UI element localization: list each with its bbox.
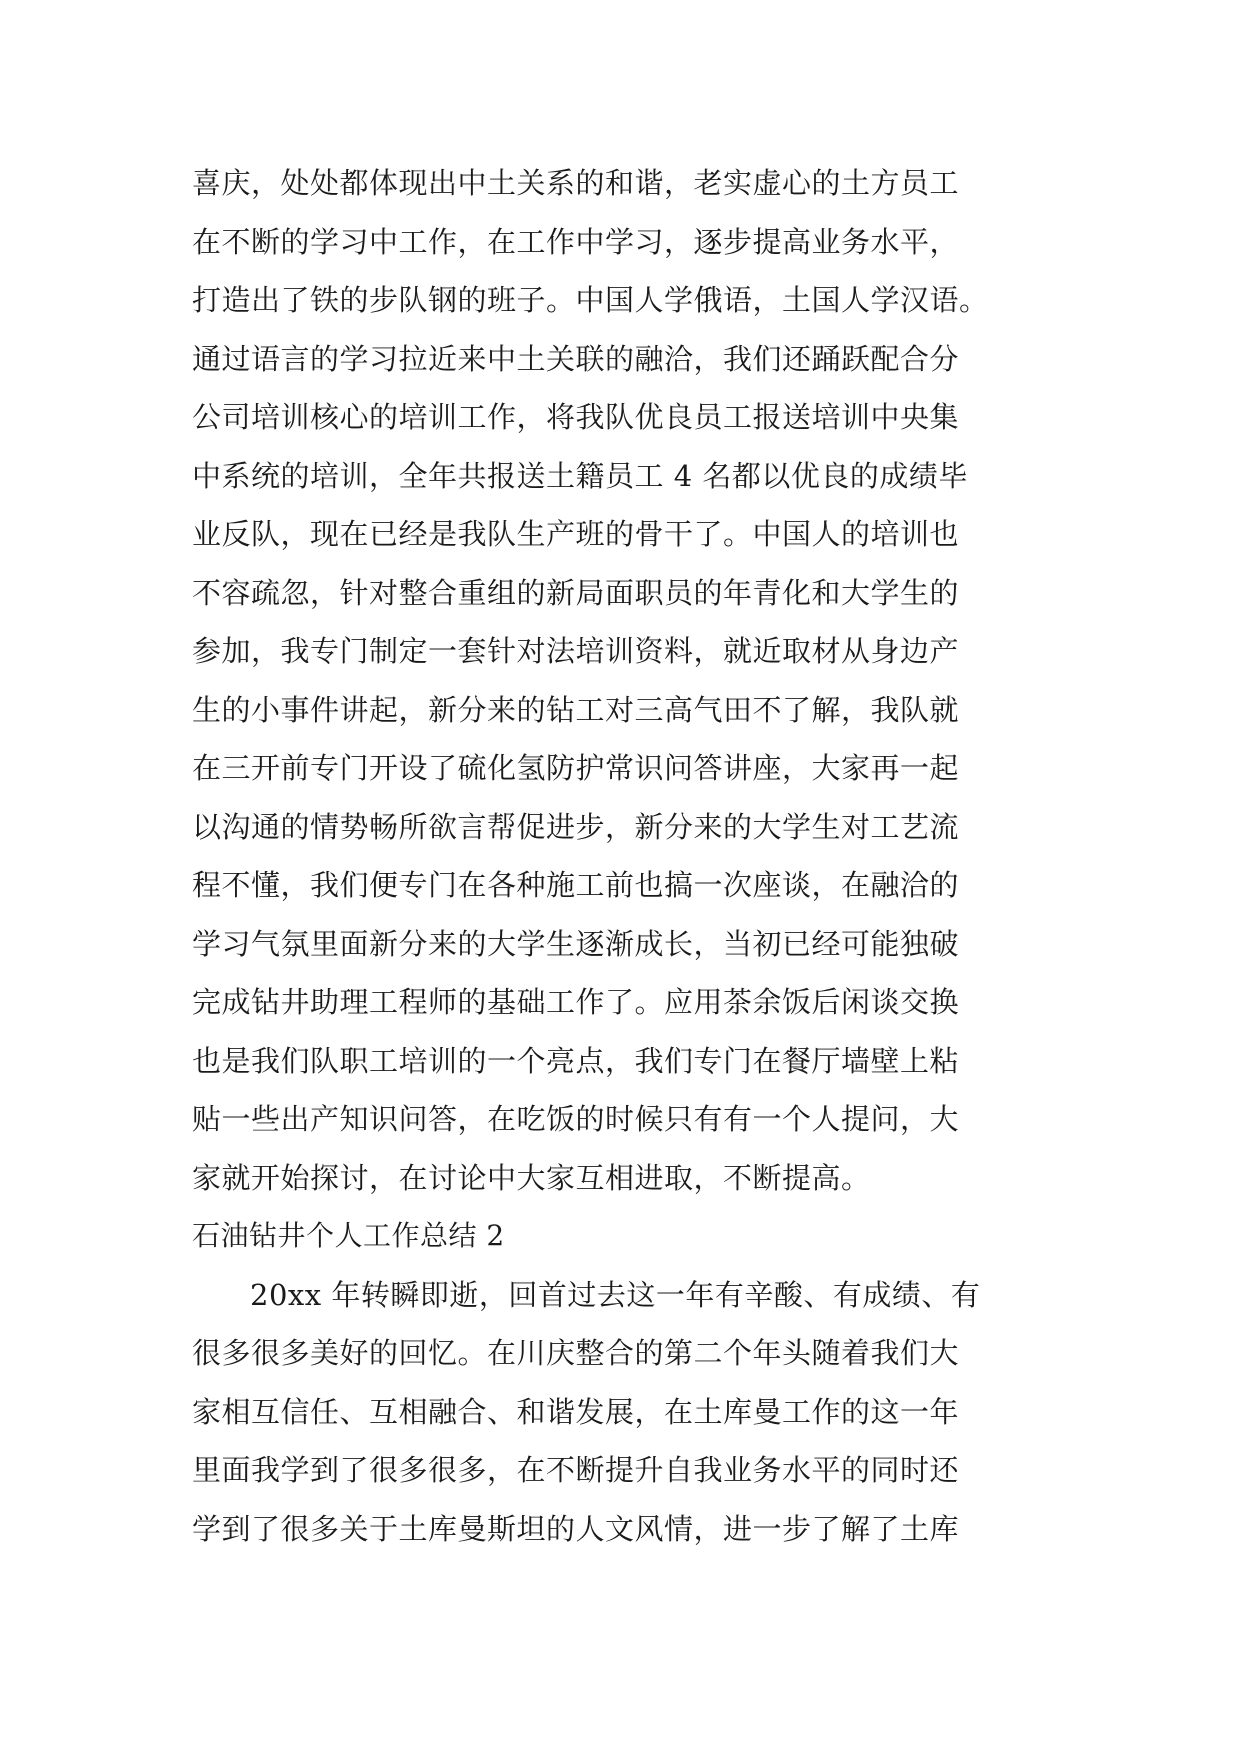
paragraph-line: 也是我们队职工培训的一个亮点，我们专门在餐厅墙壁上粘 (192, 1043, 960, 1078)
paragraph-line: 生的小事件讲起，新分来的钻工对三高气田不了解，我队就 (192, 692, 960, 727)
paragraph-line: 完成钻井助理工程师的基础工作了。应用茶余饭后闲谈交换 (192, 985, 960, 1019)
paragraph-line: 家就开始探讨，在讨论中大家互相进取，不断提高。 (192, 1160, 871, 1195)
paragraph-line: 参加，我专门制定一套针对法培训资料，就近取材从身边产 (192, 634, 960, 668)
paragraph-line: 公司培训核心的培训工作，将我队优良员工报送培训中央集 (192, 400, 960, 434)
paragraph-line: 不容疏忽，针对整合重组的新局面职员的年青化和大学生的 (192, 575, 960, 610)
paragraph-line: 里面我学到了很多很多，在不断提升自我业务水平的同时还 (192, 1453, 960, 1487)
paragraph-line: 以沟通的情势畅所欲言帮促进步，新分来的大学生对工艺流 (192, 809, 960, 844)
paragraph-line: 家相互信任、互相融合、和谐发展，在土库曼工作的这一年 (192, 1394, 960, 1429)
paragraph-line: 20xx 年转瞬即逝，回首过去这一年有辛酸、有成绩、有 (250, 1277, 981, 1312)
paragraph-line: 程不懂，我们便专门在各种施工前也搞一次座谈，在融洽的 (192, 868, 960, 902)
paragraph-line: 业反队，现在已经是我队生产班的骨干了。中国人的培训也 (192, 517, 960, 551)
paragraph-line: 喜庆，处处都体现出中土关系的和谐，老实虚心的土方员工 (192, 166, 960, 200)
paragraph-line: 很多很多美好的回忆。在川庆整合的第二个年头随着我们大 (192, 1336, 960, 1370)
paragraph-line: 学到了很多关于土库曼斯坦的人文风情，进一步了解了土库 (192, 1511, 960, 1546)
document-body (192, 154, 1062, 1558)
paragraph-line: 学习气氛里面新分来的大学生逐渐成长，当初已经可能独破 (192, 926, 960, 961)
paragraph-line: 通过语言的学习拉近来中土关联的融洽，我们还踊跃配合分 (192, 341, 960, 376)
paragraph-line: 贴一些出产知识问答，在吃饭的时候只有有一个人提问，大 (192, 1102, 960, 1136)
section-heading: 石油钻井个人工作总结 2 (192, 1219, 505, 1252)
paragraph-line: 在不断的学习中工作，在工作中学习，逐步提高业务水平， (192, 224, 960, 259)
paragraph-line: 在三开前专门开设了硫化氢防护常识问答讲座，大家再一起 (192, 751, 960, 785)
paragraph-line: 打造出了铁的步队钢的班子。中国人学俄语，土国人学汉语。 (192, 283, 989, 317)
paragraph-line: 中系统的培训，全年共报送土籍员工 4 名都以优良的成绩毕 (192, 458, 968, 493)
